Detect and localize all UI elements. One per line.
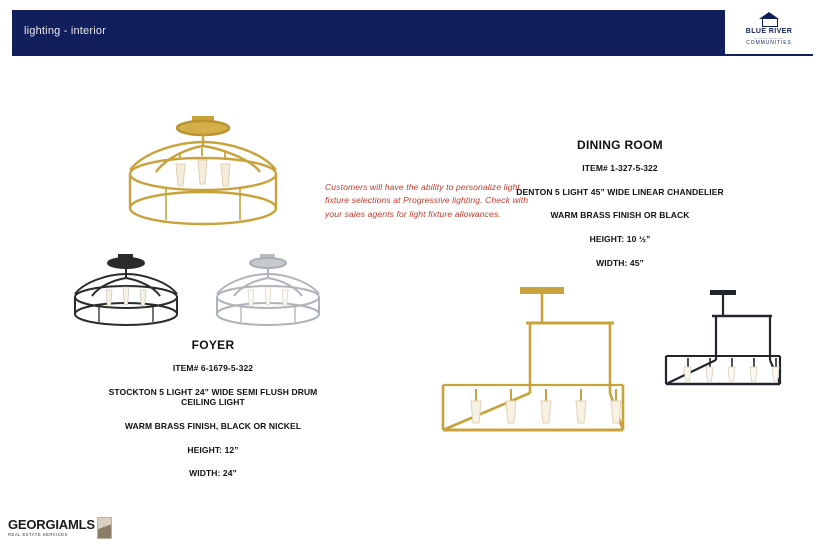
foyer-spec-block: [90, 338, 336, 479]
brand-logo-line2: ——————: [754, 35, 784, 40]
dining-room-line-3: HEIGHT: 10 ½”: [589, 233, 651, 244]
fixture-linear-chandelier-black: [650, 288, 790, 403]
house-icon: [759, 12, 779, 27]
foyer-line-0: ITEM# 6-1679-5-322: [172, 363, 254, 373]
mls-logo-subtitle: REAL ESTATE SERVICES: [8, 532, 68, 538]
dining-room-title: DINING ROOM: [577, 138, 663, 152]
brand-logo-line1: BLUE RIVER: [745, 28, 793, 36]
dining-room-spec-block: [500, 138, 740, 268]
foyer-line-3: HEIGHT: 12”: [187, 444, 239, 455]
dining-room-line-4: WIDTH: 45”: [596, 257, 644, 268]
dining-room-line-2: WARM BRASS FINISH OR BLACK: [550, 210, 690, 221]
foyer-line-4: WIDTH: 24”: [189, 468, 237, 479]
georgia-mls-logo: [8, 513, 112, 543]
fixture-semi-flush-drum-nickel: [208, 252, 328, 324]
foyer-title: FOYER: [191, 338, 235, 352]
mls-logo-name: GEORGIAMLS: [8, 517, 95, 533]
personalization-note: Customers will have the ability to personalize light fixture selections at Progressive lighting. Check with your sales agents for light fixture allowances.: [325, 182, 529, 219]
dining-room-line-0: ITEM# 1-327-5-322: [582, 163, 658, 173]
brand-logo-line3: COMMUNITIES: [746, 39, 792, 46]
brand-logo: [725, 4, 813, 54]
foyer-line-2: WARM BRASS FINISH, BLACK OR NICKEL: [124, 420, 302, 431]
fixture-semi-flush-drum-brass: [118, 112, 288, 227]
fixture-semi-flush-drum-black: [66, 252, 186, 324]
mls-logo-swatch: [97, 517, 112, 539]
dining-room-line-1: DENTON 5 LIGHT 45” WIDE LINEAR CHANDELIER: [516, 186, 724, 197]
header-bar: [12, 10, 813, 56]
page-title: lighting - interior: [24, 25, 107, 37]
fixture-linear-chandelier-brass: [418, 285, 638, 460]
mls-logo-text: [8, 518, 95, 537]
foyer-line-1: STOCKTON 5 LIGHT 24” WIDE SEMI FLUSH DRUM CEILING LIGHT: [108, 386, 318, 408]
